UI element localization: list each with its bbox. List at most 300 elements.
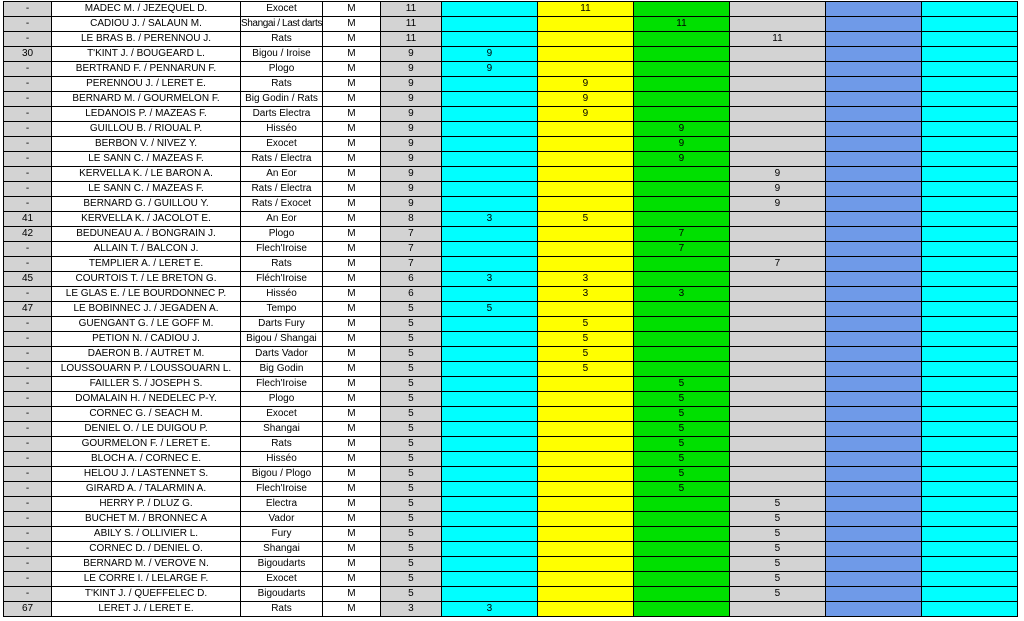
- stage-4-points-cell: 7: [729, 257, 825, 272]
- stage-6-points-cell: [921, 377, 1017, 392]
- stage-1-points-cell: [441, 362, 537, 377]
- total-points-cell: 5: [380, 407, 441, 422]
- rank-cell: -: [4, 332, 52, 347]
- category-cell: M: [322, 437, 380, 452]
- stage-5-points-cell: [825, 287, 921, 302]
- category-cell: M: [322, 482, 380, 497]
- stage-2-points-cell: [537, 437, 633, 452]
- stage-2-points-cell: [537, 602, 633, 617]
- stage-4-points-cell: [729, 287, 825, 302]
- category-cell: M: [322, 572, 380, 587]
- stage-3-points-cell: 5: [633, 377, 729, 392]
- table-row: [4, 227, 1018, 242]
- player-names-cell: T'KINT J. / QUEFFELEC D.: [52, 587, 241, 602]
- club-cell: Darts Vador: [241, 347, 323, 362]
- rank-cell: -: [4, 467, 52, 482]
- total-points-cell: 9: [380, 47, 441, 62]
- player-names-cell: MADEC M. / JEZEQUEL D.: [52, 2, 241, 17]
- stage-6-points-cell: [921, 257, 1017, 272]
- rank-cell: 42: [4, 227, 52, 242]
- stage-6-points-cell: [921, 227, 1017, 242]
- category-cell: M: [322, 107, 380, 122]
- stage-3-points-cell: [633, 302, 729, 317]
- player-names-cell: GIRARD A. / TALARMIN A.: [52, 482, 241, 497]
- club-cell: An Eor: [241, 167, 323, 182]
- stage-4-points-cell: [729, 137, 825, 152]
- results-body: [4, 2, 1018, 617]
- player-names-cell: TEMPLIER A. / LERET E.: [52, 257, 241, 272]
- stage-1-points-cell: [441, 332, 537, 347]
- club-cell: Exocet: [241, 137, 323, 152]
- stage-6-points-cell: [921, 287, 1017, 302]
- category-cell: M: [322, 542, 380, 557]
- table-row: [4, 392, 1018, 407]
- total-points-cell: 5: [380, 542, 441, 557]
- total-points-cell: 9: [380, 62, 441, 77]
- player-names-cell: DENIEL O. / LE DUIGOU P.: [52, 422, 241, 437]
- stage-1-points-cell: [441, 572, 537, 587]
- table-row: [4, 152, 1018, 167]
- category-cell: M: [322, 527, 380, 542]
- club-cell: Electra: [241, 497, 323, 512]
- stage-4-points-cell: 5: [729, 497, 825, 512]
- stage-2-points-cell: [537, 527, 633, 542]
- table-row: [4, 572, 1018, 587]
- stage-5-points-cell: [825, 437, 921, 452]
- rank-cell: -: [4, 392, 52, 407]
- stage-6-points-cell: [921, 47, 1017, 62]
- total-points-cell: 5: [380, 467, 441, 482]
- stage-1-points-cell: [441, 422, 537, 437]
- stage-3-points-cell: 5: [633, 422, 729, 437]
- stage-5-points-cell: [825, 422, 921, 437]
- stage-2-points-cell: 3: [537, 287, 633, 302]
- stage-3-points-cell: [633, 32, 729, 47]
- club-cell: Vador: [241, 512, 323, 527]
- stage-4-points-cell: [729, 47, 825, 62]
- category-cell: M: [322, 182, 380, 197]
- stage-2-points-cell: [537, 197, 633, 212]
- club-cell: Exocet: [241, 2, 323, 17]
- total-points-cell: 5: [380, 482, 441, 497]
- category-cell: M: [322, 587, 380, 602]
- total-points-cell: 5: [380, 512, 441, 527]
- rank-cell: -: [4, 182, 52, 197]
- stage-6-points-cell: [921, 197, 1017, 212]
- stage-1-points-cell: [441, 17, 537, 32]
- club-cell: Rats / Electra: [241, 182, 323, 197]
- category-cell: M: [322, 152, 380, 167]
- player-names-cell: PERENNOU J. / LERET E.: [52, 77, 241, 92]
- table-row: [4, 47, 1018, 62]
- stage-6-points-cell: [921, 152, 1017, 167]
- stage-5-points-cell: [825, 572, 921, 587]
- stage-1-points-cell: [441, 347, 537, 362]
- stage-2-points-cell: [537, 542, 633, 557]
- stage-1-points-cell: [441, 152, 537, 167]
- rank-cell: -: [4, 422, 52, 437]
- player-names-cell: PETION N. / CADIOU J.: [52, 332, 241, 347]
- total-points-cell: 5: [380, 377, 441, 392]
- stage-3-points-cell: 5: [633, 482, 729, 497]
- rank-cell: -: [4, 377, 52, 392]
- stage-4-points-cell: 9: [729, 197, 825, 212]
- stage-6-points-cell: [921, 392, 1017, 407]
- stage-4-points-cell: 5: [729, 572, 825, 587]
- stage-5-points-cell: [825, 482, 921, 497]
- total-points-cell: 6: [380, 287, 441, 302]
- category-cell: M: [322, 317, 380, 332]
- stage-5-points-cell: [825, 602, 921, 617]
- rank-cell: 41: [4, 212, 52, 227]
- stage-1-points-cell: [441, 107, 537, 122]
- stage-3-points-cell: [633, 92, 729, 107]
- total-points-cell: 5: [380, 422, 441, 437]
- stage-2-points-cell: 9: [537, 92, 633, 107]
- category-cell: M: [322, 197, 380, 212]
- stage-3-points-cell: [633, 557, 729, 572]
- stage-1-points-cell: [441, 167, 537, 182]
- club-cell: Exocet: [241, 407, 323, 422]
- stage-2-points-cell: 5: [537, 362, 633, 377]
- club-cell: Bigoudarts: [241, 557, 323, 572]
- stage-2-points-cell: [537, 137, 633, 152]
- table-row: [4, 422, 1018, 437]
- stage-1-points-cell: [441, 587, 537, 602]
- category-cell: M: [322, 347, 380, 362]
- rank-cell: -: [4, 62, 52, 77]
- stage-5-points-cell: [825, 137, 921, 152]
- stage-5-points-cell: [825, 152, 921, 167]
- club-cell: Flech'Iroise: [241, 377, 323, 392]
- club-cell: Rats: [241, 437, 323, 452]
- stage-5-points-cell: [825, 257, 921, 272]
- total-points-cell: 9: [380, 77, 441, 92]
- stage-1-points-cell: [441, 182, 537, 197]
- table-row: [4, 527, 1018, 542]
- club-cell: Hisséo: [241, 287, 323, 302]
- club-cell: Plogo: [241, 392, 323, 407]
- stage-2-points-cell: 5: [537, 212, 633, 227]
- category-cell: M: [322, 32, 380, 47]
- table-row: [4, 497, 1018, 512]
- player-names-cell: ABILY S. / OLLIVIER L.: [52, 527, 241, 542]
- stage-4-points-cell: 11: [729, 32, 825, 47]
- club-cell: Shangai / Last darts: [241, 17, 323, 32]
- club-cell: Plogo: [241, 62, 323, 77]
- total-points-cell: 5: [380, 527, 441, 542]
- stage-6-points-cell: [921, 512, 1017, 527]
- stage-3-points-cell: 9: [633, 122, 729, 137]
- stage-4-points-cell: [729, 407, 825, 422]
- stage-5-points-cell: [825, 407, 921, 422]
- category-cell: M: [322, 2, 380, 17]
- club-cell: Tempo: [241, 302, 323, 317]
- stage-4-points-cell: 5: [729, 542, 825, 557]
- stage-5-points-cell: [825, 302, 921, 317]
- club-cell: Hisséo: [241, 122, 323, 137]
- stage-2-points-cell: [537, 47, 633, 62]
- club-cell: Bigou / Plogo: [241, 467, 323, 482]
- rank-cell: -: [4, 17, 52, 32]
- stage-4-points-cell: [729, 242, 825, 257]
- player-names-cell: BERNARD M. / VEROVE N.: [52, 557, 241, 572]
- club-cell: Plogo: [241, 227, 323, 242]
- stage-3-points-cell: 7: [633, 227, 729, 242]
- stage-5-points-cell: [825, 77, 921, 92]
- stage-3-points-cell: 5: [633, 407, 729, 422]
- table-row: [4, 17, 1018, 32]
- category-cell: M: [322, 227, 380, 242]
- table-row: [4, 602, 1018, 617]
- table-row: [4, 302, 1018, 317]
- stage-1-points-cell: [441, 527, 537, 542]
- category-cell: M: [322, 287, 380, 302]
- table-row: [4, 347, 1018, 362]
- player-names-cell: T'KINT J. / BOUGEARD L.: [52, 47, 241, 62]
- stage-4-points-cell: [729, 437, 825, 452]
- stage-4-points-cell: [729, 77, 825, 92]
- stage-6-points-cell: [921, 332, 1017, 347]
- stage-2-points-cell: 5: [537, 317, 633, 332]
- category-cell: M: [322, 122, 380, 137]
- club-cell: Darts Electra: [241, 107, 323, 122]
- player-names-cell: LE SANN C. / MAZEAS F.: [52, 152, 241, 167]
- club-cell: Rats / Exocet: [241, 197, 323, 212]
- stage-5-points-cell: [825, 467, 921, 482]
- stage-1-points-cell: [441, 392, 537, 407]
- stage-1-points-cell: [441, 32, 537, 47]
- stage-1-points-cell: [441, 467, 537, 482]
- stage-1-points-cell: [441, 512, 537, 527]
- club-cell: Rats: [241, 77, 323, 92]
- total-points-cell: 6: [380, 272, 441, 287]
- club-cell: An Eor: [241, 212, 323, 227]
- rank-cell: -: [4, 452, 52, 467]
- stage-5-points-cell: [825, 212, 921, 227]
- category-cell: M: [322, 77, 380, 92]
- rank-cell: -: [4, 512, 52, 527]
- category-cell: M: [322, 377, 380, 392]
- stage-3-points-cell: [633, 497, 729, 512]
- stage-5-points-cell: [825, 32, 921, 47]
- stage-6-points-cell: [921, 527, 1017, 542]
- club-cell: Darts Fury: [241, 317, 323, 332]
- stage-6-points-cell: [921, 482, 1017, 497]
- stage-3-points-cell: 11: [633, 17, 729, 32]
- stage-6-points-cell: [921, 182, 1017, 197]
- stage-2-points-cell: [537, 302, 633, 317]
- stage-2-points-cell: [537, 257, 633, 272]
- stage-5-points-cell: [825, 197, 921, 212]
- total-points-cell: 5: [380, 332, 441, 347]
- category-cell: M: [322, 557, 380, 572]
- total-points-cell: 5: [380, 557, 441, 572]
- stage-3-points-cell: [633, 212, 729, 227]
- club-cell: Bigou / Iroise: [241, 47, 323, 62]
- rank-cell: -: [4, 362, 52, 377]
- total-points-cell: 5: [380, 572, 441, 587]
- stage-1-points-cell: [441, 542, 537, 557]
- stage-1-points-cell: [441, 242, 537, 257]
- stage-1-points-cell: [441, 482, 537, 497]
- stage-4-points-cell: [729, 362, 825, 377]
- player-names-cell: HERRY P. / DLUZ G.: [52, 497, 241, 512]
- player-names-cell: GOURMELON F. / LERET E.: [52, 437, 241, 452]
- table-row: [4, 557, 1018, 572]
- stage-6-points-cell: [921, 452, 1017, 467]
- stage-6-points-cell: [921, 32, 1017, 47]
- club-cell: Hisséo: [241, 452, 323, 467]
- stage-5-points-cell: [825, 272, 921, 287]
- stage-3-points-cell: 3: [633, 287, 729, 302]
- player-names-cell: BERTRAND F. / PENNARUN F.: [52, 62, 241, 77]
- rank-cell: 47: [4, 302, 52, 317]
- stage-3-points-cell: [633, 602, 729, 617]
- table-row: [4, 182, 1018, 197]
- club-cell: Shangai: [241, 542, 323, 557]
- stage-5-points-cell: [825, 332, 921, 347]
- stage-1-points-cell: [441, 497, 537, 512]
- total-points-cell: 9: [380, 122, 441, 137]
- stage-4-points-cell: 5: [729, 587, 825, 602]
- stage-2-points-cell: [537, 512, 633, 527]
- category-cell: M: [322, 452, 380, 467]
- stage-3-points-cell: [633, 587, 729, 602]
- table-row: [4, 332, 1018, 347]
- stage-3-points-cell: [633, 62, 729, 77]
- stage-3-points-cell: [633, 572, 729, 587]
- stage-6-points-cell: [921, 587, 1017, 602]
- stage-5-points-cell: [825, 47, 921, 62]
- rank-cell: -: [4, 137, 52, 152]
- table-row: [4, 107, 1018, 122]
- stage-6-points-cell: [921, 302, 1017, 317]
- stage-2-points-cell: [537, 452, 633, 467]
- table-row: [4, 137, 1018, 152]
- stage-3-points-cell: [633, 512, 729, 527]
- stage-5-points-cell: [825, 167, 921, 182]
- total-points-cell: 5: [380, 392, 441, 407]
- stage-6-points-cell: [921, 62, 1017, 77]
- club-cell: Rats: [241, 602, 323, 617]
- category-cell: M: [322, 137, 380, 152]
- table-row: [4, 437, 1018, 452]
- stage-3-points-cell: [633, 542, 729, 557]
- stage-1-points-cell: [441, 227, 537, 242]
- stage-6-points-cell: [921, 137, 1017, 152]
- stage-3-points-cell: 7: [633, 242, 729, 257]
- stage-6-points-cell: [921, 242, 1017, 257]
- stage-6-points-cell: [921, 17, 1017, 32]
- stage-2-points-cell: [537, 392, 633, 407]
- rank-cell: -: [4, 347, 52, 362]
- stage-2-points-cell: [537, 407, 633, 422]
- rank-cell: -: [4, 542, 52, 557]
- stage-5-points-cell: [825, 452, 921, 467]
- total-points-cell: 7: [380, 242, 441, 257]
- player-names-cell: GUILLOU B. / RIOUAL P.: [52, 122, 241, 137]
- total-points-cell: 5: [380, 362, 441, 377]
- rank-cell: -: [4, 557, 52, 572]
- player-names-cell: KERVELLA K. / LE BARON A.: [52, 167, 241, 182]
- player-names-cell: BUCHET M. / BRONNEC A: [52, 512, 241, 527]
- stage-4-points-cell: [729, 272, 825, 287]
- stage-6-points-cell: [921, 2, 1017, 17]
- rank-cell: -: [4, 587, 52, 602]
- category-cell: M: [322, 497, 380, 512]
- stage-2-points-cell: 5: [537, 332, 633, 347]
- player-names-cell: BERNARD M. / GOURMELON F.: [52, 92, 241, 107]
- stage-4-points-cell: 5: [729, 527, 825, 542]
- stage-2-points-cell: 11: [537, 2, 633, 17]
- category-cell: M: [322, 512, 380, 527]
- table-row: [4, 212, 1018, 227]
- category-cell: M: [322, 47, 380, 62]
- stage-2-points-cell: [537, 152, 633, 167]
- table-row: [4, 242, 1018, 257]
- table-row: [4, 2, 1018, 17]
- stage-3-points-cell: [633, 362, 729, 377]
- stage-1-points-cell: [441, 137, 537, 152]
- stage-2-points-cell: [537, 167, 633, 182]
- stage-2-points-cell: 9: [537, 107, 633, 122]
- stage-2-points-cell: [537, 467, 633, 482]
- stage-4-points-cell: 9: [729, 167, 825, 182]
- stage-6-points-cell: [921, 542, 1017, 557]
- stage-2-points-cell: [537, 227, 633, 242]
- stage-5-points-cell: [825, 512, 921, 527]
- stage-6-points-cell: [921, 92, 1017, 107]
- stage-1-points-cell: [441, 287, 537, 302]
- stage-6-points-cell: [921, 497, 1017, 512]
- stage-1-points-cell: [441, 2, 537, 17]
- stage-5-points-cell: [825, 557, 921, 572]
- stage-2-points-cell: [537, 182, 633, 197]
- stage-3-points-cell: [633, 272, 729, 287]
- rank-cell: -: [4, 287, 52, 302]
- stage-6-points-cell: [921, 107, 1017, 122]
- stage-3-points-cell: [633, 317, 729, 332]
- total-points-cell: 5: [380, 317, 441, 332]
- stage-5-points-cell: [825, 527, 921, 542]
- player-names-cell: LE GLAS E. / LE BOURDONNEC P.: [52, 287, 241, 302]
- stage-4-points-cell: [729, 62, 825, 77]
- stage-5-points-cell: [825, 107, 921, 122]
- player-names-cell: LE CORRE I. / LELARGE F.: [52, 572, 241, 587]
- category-cell: M: [322, 167, 380, 182]
- category-cell: M: [322, 92, 380, 107]
- stage-6-points-cell: [921, 572, 1017, 587]
- club-cell: Shangai: [241, 422, 323, 437]
- rank-cell: -: [4, 77, 52, 92]
- table-row: [4, 287, 1018, 302]
- results-table: [3, 1, 1018, 617]
- stage-3-points-cell: [633, 257, 729, 272]
- stage-4-points-cell: [729, 212, 825, 227]
- stage-6-points-cell: [921, 407, 1017, 422]
- stage-4-points-cell: 5: [729, 557, 825, 572]
- stage-6-points-cell: [921, 422, 1017, 437]
- stage-3-points-cell: 5: [633, 452, 729, 467]
- stage-6-points-cell: [921, 167, 1017, 182]
- stage-6-points-cell: [921, 212, 1017, 227]
- stage-5-points-cell: [825, 497, 921, 512]
- stage-6-points-cell: [921, 602, 1017, 617]
- player-names-cell: LE SANN C. / MAZEAS F.: [52, 182, 241, 197]
- total-points-cell: 5: [380, 437, 441, 452]
- total-points-cell: 9: [380, 92, 441, 107]
